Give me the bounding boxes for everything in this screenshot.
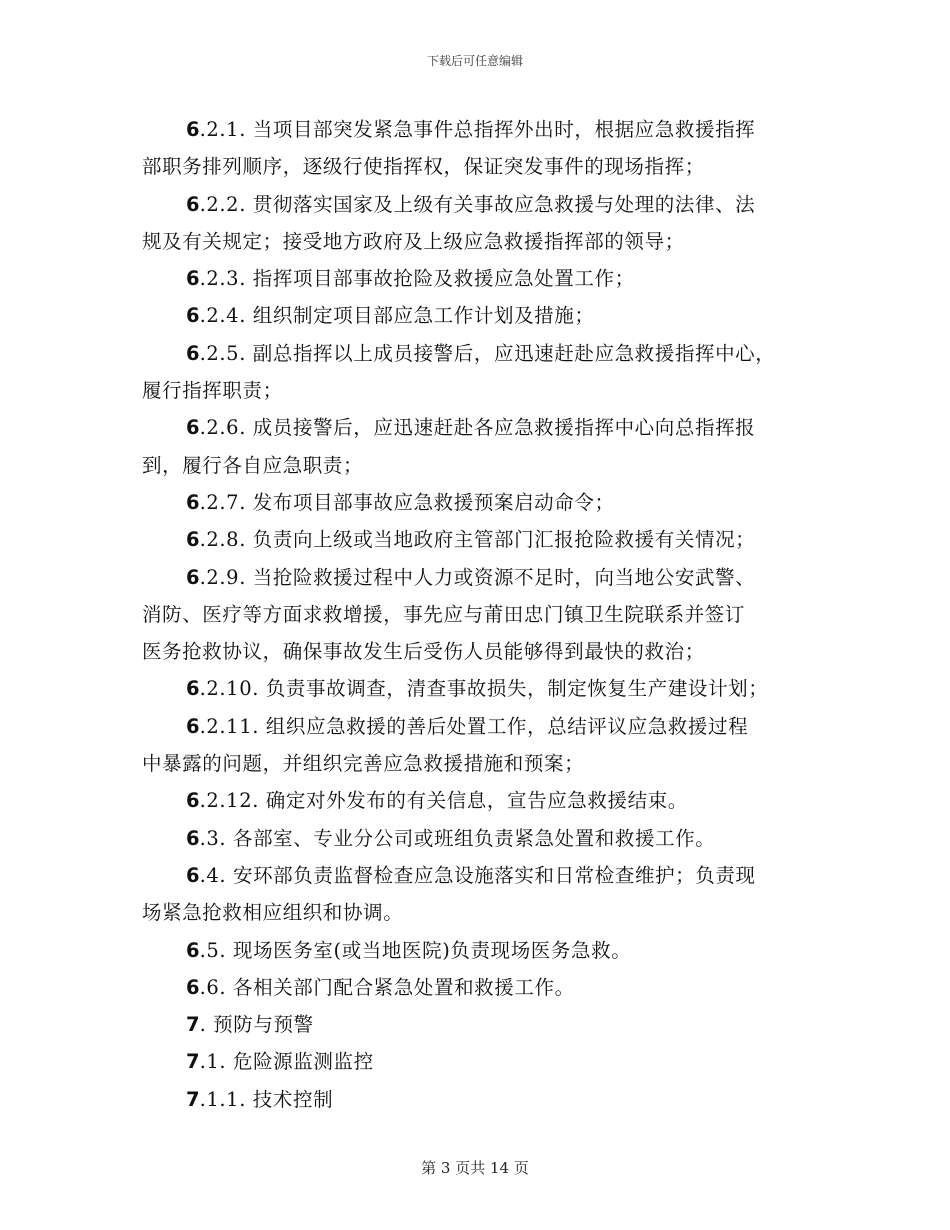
- paragraph-line: [142, 969, 812, 1006]
- line-text: 医务抢救协议，确保事故发生后受伤人员能够得到最快的救治；: [142, 640, 705, 664]
- paragraph-line: [142, 1043, 812, 1080]
- line-text: .2.11. 组织应急救援的善后处置工作，总结评议应急救援过程: [199, 714, 749, 738]
- section-number: 6: [186, 118, 200, 141]
- line-text: .2.1. 当项目部突发紧急事件总指挥外出时，根据应急救援指挥: [199, 118, 756, 141]
- line-text: 场紧急抢救相应组织和协调。: [142, 901, 404, 925]
- paragraph-line: [142, 596, 812, 633]
- paragraph-line: [142, 1081, 812, 1118]
- section-number: 6: [186, 714, 200, 738]
- line-text: .2.12. 确定对外发布的有关信息，宣告应急救援结束。: [199, 789, 688, 813]
- line-text: .6. 各相关部门配合紧急处置和救援工作。: [199, 975, 575, 999]
- line-text: .2.10. 负责事故调查，清查事故损失，制定恢复生产建设计划；: [199, 677, 769, 701]
- paragraph-line: [142, 521, 812, 558]
- line-text: 履行指挥职责；: [142, 379, 283, 403]
- section-number: 6: [186, 789, 200, 813]
- line-text: 部职务排列顺序，逐级行使指挥权，保证突发事件的现场指挥；: [142, 155, 705, 179]
- line-text: 中暴露的问题，并组织完善应急救援措施和预案；: [142, 752, 585, 776]
- section-number: 7: [186, 1050, 200, 1074]
- paragraph-line: [142, 484, 812, 521]
- line-text: .3. 各部室、专业分公司或班组负责紧急处置和救援工作。: [199, 826, 716, 850]
- section-number: 6: [186, 341, 200, 365]
- document-body: [142, 111, 812, 1118]
- paragraph-line: [142, 447, 812, 484]
- section-number: 6: [186, 416, 200, 440]
- section-number: 6: [186, 490, 200, 514]
- page-footer: 第 3 页共 14 页: [421, 1159, 529, 1177]
- paragraph-line: [142, 559, 812, 596]
- paragraph-line: [142, 932, 812, 969]
- paragraph-line: [142, 372, 812, 409]
- section-number: 6: [186, 267, 200, 291]
- paragraph-line: [142, 708, 812, 745]
- section-number: 7: [186, 1087, 200, 1111]
- line-text: 消防、医疗等方面求救增援，事先应与莆田忠门镇卫生院联系并签订: [142, 602, 746, 626]
- line-text: .2.5. 副总指挥以上成员接警后，应迅速赶赴应急救援指挥中心，: [199, 341, 776, 365]
- paragraph-line: [142, 148, 812, 185]
- line-text: 规及有关规定；接受地方政府及上级应急救援指挥部的领导；: [142, 229, 685, 253]
- page-header: 下载后可任意编辑: [426, 54, 523, 68]
- paragraph-line: [142, 670, 812, 707]
- line-text: .1. 危险源监测监控: [199, 1050, 374, 1074]
- section-number: 6: [186, 938, 200, 962]
- paragraph-line: [142, 297, 812, 334]
- paragraph-line: [142, 894, 812, 931]
- section-number: 6: [186, 677, 200, 701]
- line-text: .1.1. 技术控制: [199, 1087, 334, 1111]
- paragraph-line: [142, 782, 812, 819]
- paragraph-line: [142, 335, 812, 372]
- section-number: 6: [186, 565, 200, 589]
- paragraph-line: [142, 633, 812, 670]
- line-text: .4. 安环部负责监督检查应急设施落实和日常检查维护；负责现: [199, 863, 756, 887]
- paragraph-line: [142, 111, 812, 148]
- paragraph-line: [142, 745, 812, 782]
- paragraph-line: [142, 409, 812, 446]
- paragraph-line: [142, 820, 812, 857]
- paragraph-line: [142, 1006, 812, 1043]
- line-text: .2.3. 指挥项目部事故抢险及救援应急处置工作；: [199, 267, 635, 291]
- line-text: .2.2. 贯彻落实国家及上级有关事故应急救援与处理的法律、法: [199, 192, 756, 216]
- paragraph-line: [142, 223, 812, 260]
- paragraph-line: [142, 186, 812, 223]
- section-number: 6: [186, 528, 200, 552]
- line-text: .2.7. 发布项目部事故应急救援预案启动命令；: [199, 490, 615, 514]
- section-number: 6: [186, 826, 200, 850]
- section-number: 7: [186, 1013, 200, 1037]
- line-text: .5. 现场医务室(或当地医院)负责现场医务急救。: [199, 938, 632, 962]
- paragraph-line: [142, 260, 812, 297]
- section-number: 6: [186, 192, 200, 216]
- line-text: 到，履行各自应急职责；: [142, 453, 364, 477]
- line-text: .2.8. 负责向上级或当地政府主管部门汇报抢险救援有关情况；: [199, 528, 756, 552]
- line-text: . 预防与预警: [199, 1013, 314, 1037]
- paragraph-line: [142, 857, 812, 894]
- line-text: .2.4. 组织制定项目部应急工作计划及措施；: [199, 304, 595, 328]
- section-number: 6: [186, 304, 200, 328]
- section-number: 6: [186, 975, 200, 999]
- section-number: 6: [186, 863, 200, 887]
- line-text: .2.6. 成员接警后，应迅速赶赴各应急救援指挥中心向总指挥报: [199, 416, 756, 440]
- line-text: .2.9. 当抢险救援过程中人力或资源不足时，向当地公安武警、: [199, 565, 756, 589]
